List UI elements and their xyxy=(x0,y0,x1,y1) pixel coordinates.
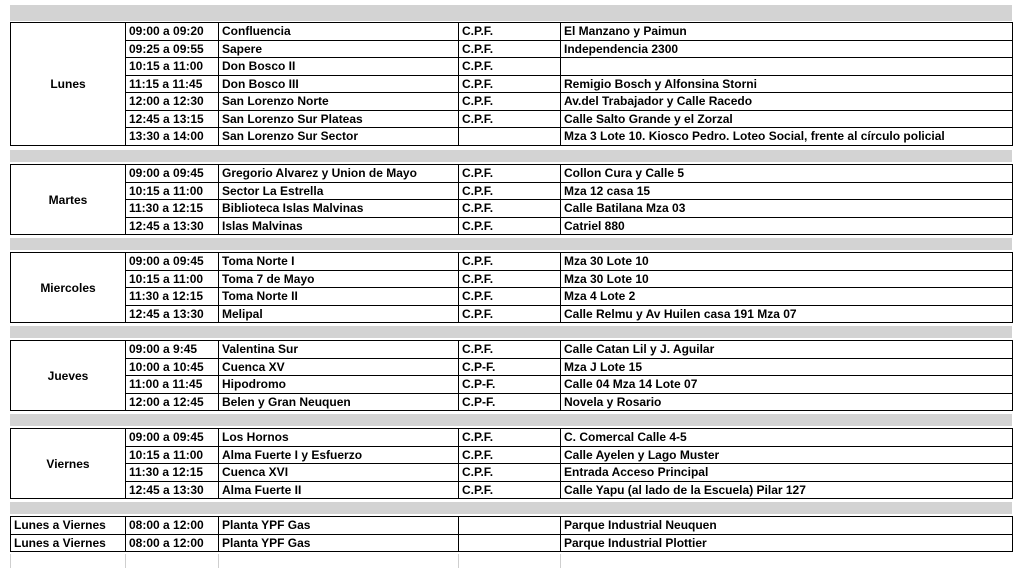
place-cell: Belen y Gran Neuquen xyxy=(219,393,459,411)
org-cell xyxy=(459,534,561,552)
address-cell: Mza 30 Lote 10 xyxy=(561,253,1013,271)
time-cell: 08:00 a 12:00 xyxy=(126,517,219,535)
day-block xyxy=(10,428,1013,499)
section-separator xyxy=(10,5,1012,21)
org-cell: C.P.F. xyxy=(459,464,561,482)
org-cell xyxy=(459,128,561,146)
place-cell: Sector La Estrella xyxy=(219,182,459,200)
address-cell: Av.del Trabajador y Calle Racedo xyxy=(561,93,1013,111)
place-cell: Don Bosco III xyxy=(219,75,459,93)
place-cell: Cuenca XV xyxy=(219,358,459,376)
time-cell: 11:30 a 12:15 xyxy=(126,464,219,482)
time-cell: 12:45 a 13:30 xyxy=(126,217,219,235)
address-cell: Remigio Bosch y Alfonsina Storni xyxy=(561,75,1013,93)
day-label: Viernes xyxy=(11,429,126,499)
table-row xyxy=(11,253,1013,271)
place-cell: San Lorenzo Norte xyxy=(219,93,459,111)
time-cell: 11:30 a 12:15 xyxy=(126,288,219,306)
time-cell: 13:30 a 14:00 xyxy=(126,128,219,146)
org-cell: C.P.F. xyxy=(459,110,561,128)
org-cell: C.P.F. xyxy=(459,23,561,41)
time-cell: 10:15 a 11:00 xyxy=(126,270,219,288)
address-cell: C. Comercal Calle 4-5 xyxy=(561,429,1013,447)
section-separator xyxy=(10,414,1012,426)
time-cell: 12:00 a 12:30 xyxy=(126,93,219,111)
org-cell: C.P.F. xyxy=(459,93,561,111)
table-row xyxy=(11,165,1013,183)
section-separator xyxy=(10,150,1012,162)
section-separator xyxy=(10,326,1012,338)
place-cell: Cuenca XVI xyxy=(219,464,459,482)
table-row xyxy=(11,393,1013,411)
org-cell: C.P-F. xyxy=(459,358,561,376)
table-row xyxy=(11,341,1013,359)
address-cell: Collon Cura y Calle 5 xyxy=(561,165,1013,183)
day-block xyxy=(10,22,1013,146)
table-row xyxy=(11,481,1013,499)
day-label: Martes xyxy=(11,165,126,235)
address-cell xyxy=(561,58,1013,76)
place-cell: Don Bosco II xyxy=(219,58,459,76)
address-cell: Calle Salto Grande y el Zorzal xyxy=(561,110,1013,128)
place-cell: Los Hornos xyxy=(219,429,459,447)
table-row xyxy=(11,305,1013,323)
table-row xyxy=(11,93,1013,111)
place-cell: Alma Fuerte I y Esfuerzo xyxy=(219,446,459,464)
table-row xyxy=(11,288,1013,306)
time-cell: 09:00 a 09:20 xyxy=(126,23,219,41)
address-cell: Calle Catan Lil y J. Aguilar xyxy=(561,341,1013,359)
time-cell: 10:15 a 11:00 xyxy=(126,446,219,464)
table-row xyxy=(11,128,1013,146)
org-cell: C.P.F. xyxy=(459,58,561,76)
day-block xyxy=(10,516,1013,552)
table-row xyxy=(11,40,1013,58)
place-cell: Planta YPF Gas xyxy=(219,534,459,552)
address-cell: Mza 3 Lote 10. Kiosco Pedro. Loteo Social, frente al círculo policial xyxy=(561,128,1013,146)
time-cell: 09:25 a 09:55 xyxy=(126,40,219,58)
org-cell: C.P.F. xyxy=(459,75,561,93)
org-cell: C.P.F. xyxy=(459,40,561,58)
time-cell: 09:00 a 09:45 xyxy=(126,429,219,447)
address-cell: Calle Ayelen y Lago Muster xyxy=(561,446,1013,464)
table-row xyxy=(11,446,1013,464)
table-row xyxy=(11,182,1013,200)
time-cell: 11:00 a 11:45 xyxy=(126,376,219,394)
time-cell: 10:00 a 10:45 xyxy=(126,358,219,376)
table-row xyxy=(11,358,1013,376)
place-cell: Alma Fuerte II xyxy=(219,481,459,499)
place-cell: Planta YPF Gas xyxy=(219,517,459,535)
day-block xyxy=(10,252,1013,323)
table-row xyxy=(11,534,1013,552)
time-cell: 11:30 a 12:15 xyxy=(126,200,219,218)
place-cell: San Lorenzo Sur Sector xyxy=(219,128,459,146)
time-cell: 08:00 a 12:00 xyxy=(126,534,219,552)
place-cell: Sapere xyxy=(219,40,459,58)
address-cell: Calle Batilana Mza 03 xyxy=(561,200,1013,218)
section-separator xyxy=(10,502,1012,514)
address-cell: Catriel 880 xyxy=(561,217,1013,235)
place-cell: Melipal xyxy=(219,305,459,323)
table-row xyxy=(11,110,1013,128)
address-cell: Calle Yapu (al lado de la Escuela) Pilar 127 xyxy=(561,481,1013,499)
org-cell: C.P.F. xyxy=(459,288,561,306)
day-label: Lunes xyxy=(11,23,126,146)
org-cell: C.P.F. xyxy=(459,200,561,218)
org-cell: C.P.F. xyxy=(459,305,561,323)
time-cell: 11:15 a 11:45 xyxy=(126,75,219,93)
org-cell: C.P-F. xyxy=(459,376,561,394)
place-cell: Confluencia xyxy=(219,23,459,41)
place-cell: Islas Malvinas xyxy=(219,217,459,235)
day-label: Jueves xyxy=(11,341,126,411)
time-cell: 09:00 a 09:45 xyxy=(126,165,219,183)
day-block xyxy=(10,340,1013,411)
time-cell: 09:00 a 9:45 xyxy=(126,341,219,359)
day-label: Miercoles xyxy=(11,253,126,323)
time-cell: 12:45 a 13:15 xyxy=(126,110,219,128)
org-cell: C.P-F. xyxy=(459,393,561,411)
day-label: Lunes a Viernes xyxy=(11,517,126,535)
time-cell: 09:00 a 09:45 xyxy=(126,253,219,271)
place-cell: Toma Norte I xyxy=(219,253,459,271)
place-cell: San Lorenzo Sur Plateas xyxy=(219,110,459,128)
place-cell: Biblioteca Islas Malvinas xyxy=(219,200,459,218)
section-separator xyxy=(10,238,1012,250)
org-cell: C.P.F. xyxy=(459,182,561,200)
org-cell: C.P.F. xyxy=(459,429,561,447)
address-cell: Novela y Rosario xyxy=(561,393,1013,411)
table-row xyxy=(11,464,1013,482)
table-row xyxy=(11,75,1013,93)
time-cell: 12:45 a 13:30 xyxy=(126,481,219,499)
table-row xyxy=(11,200,1013,218)
org-cell: C.P.F. xyxy=(459,270,561,288)
place-cell: Toma Norte II xyxy=(219,288,459,306)
address-cell: Parque Industrial Plottier xyxy=(561,534,1013,552)
org-cell: C.P.F. xyxy=(459,341,561,359)
table-row xyxy=(11,517,1013,535)
day-block xyxy=(10,164,1013,235)
table-row xyxy=(11,376,1013,394)
org-cell xyxy=(459,517,561,535)
org-cell: C.P.F. xyxy=(459,253,561,271)
org-cell: C.P.F. xyxy=(459,217,561,235)
address-cell: Parque Industrial Neuquen xyxy=(561,517,1013,535)
address-cell: Mza 30 Lote 10 xyxy=(561,270,1013,288)
place-cell: Gregorio Alvarez y Union de Mayo xyxy=(219,165,459,183)
table-row xyxy=(11,217,1013,235)
table-row xyxy=(11,429,1013,447)
time-cell: 12:45 a 13:30 xyxy=(126,305,219,323)
place-cell: Toma 7 de Mayo xyxy=(219,270,459,288)
address-cell: El Manzano y Paimun xyxy=(561,23,1013,41)
address-cell: Calle Relmu y Av Huilen casa 191 Mza 07 xyxy=(561,305,1013,323)
place-cell: Valentina Sur xyxy=(219,341,459,359)
org-cell: C.P.F. xyxy=(459,481,561,499)
org-cell: C.P.F. xyxy=(459,165,561,183)
address-cell: Calle 04 Mza 14 Lote 07 xyxy=(561,376,1013,394)
place-cell: Hipodromo xyxy=(219,376,459,394)
time-cell: 10:15 a 11:00 xyxy=(126,58,219,76)
table-row xyxy=(11,23,1013,41)
address-cell: Mza 12 casa 15 xyxy=(561,182,1013,200)
org-cell: C.P.F. xyxy=(459,446,561,464)
time-cell: 12:00 a 12:45 xyxy=(126,393,219,411)
empty-grid-row xyxy=(10,554,1012,568)
address-cell: Mza J Lote 15 xyxy=(561,358,1013,376)
table-row xyxy=(11,270,1013,288)
table-row xyxy=(11,58,1013,76)
address-cell: Entrada Acceso Principal xyxy=(561,464,1013,482)
address-cell: Mza 4 Lote 2 xyxy=(561,288,1013,306)
address-cell: Independencia 2300 xyxy=(561,40,1013,58)
day-label: Lunes a Viernes xyxy=(11,534,126,552)
time-cell: 10:15 a 11:00 xyxy=(126,182,219,200)
